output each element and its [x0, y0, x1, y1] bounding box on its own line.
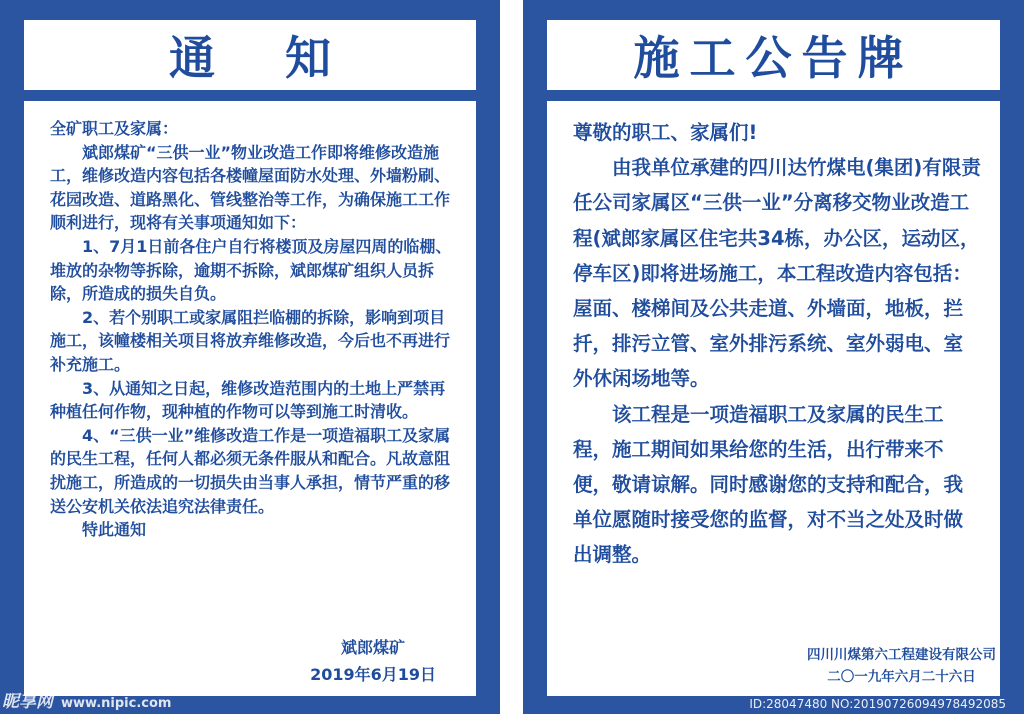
- notice-item-2: 2、若个别职工或家属阻拦临棚的拆除，影响到项目施工，该幢楼相关项目将放弃维修改造，今后也不再进行补充施工。: [50, 307, 451, 374]
- notice-signature: [310, 634, 436, 688]
- construction-salutation: 尊敬的职工、家属们!: [573, 121, 758, 144]
- construction-body: [547, 101, 1000, 696]
- watermark-brand: [2, 687, 171, 712]
- notice-body: [24, 101, 476, 696]
- notice-item-4: 4、“三供一业”维修改造工作是一项造福职工及家属的民生工程，任何人都必须无条件服从和配合。凡故意阻扰施工，所造成的一切损失由当事人承担，情节严重的移送公安机关依法追究法律责任。: [50, 425, 451, 516]
- construction-paragraph-2: 该工程是一项造福职工及家属的民生工程，施工期间如果给您的生活，出行带来不便，敬请谅解。同时感谢您的支持和配合，我单位愿随时接受您的监督，对不当之处及时做出调整。: [573, 402, 964, 567]
- construction-title-box: [547, 20, 1000, 90]
- watermark-site: www.nipic.com: [61, 696, 172, 711]
- watermark-id: ID:28047480 NO:20190726094978492085: [749, 697, 1006, 711]
- construction-signature-date: 二〇一九年六月二十六日: [827, 669, 976, 685]
- notice-item-3: 3、从通知之日起，维修改造范围内的土地上严禁再种植任何作物，现种植的作物可以等到施工时清收。: [50, 378, 446, 422]
- notice-board: [0, 0, 500, 714]
- construction-board: [523, 0, 1024, 714]
- construction-signature-org: 四川川煤第六工程建设有限公司: [807, 647, 996, 663]
- construction-signature: [807, 644, 996, 688]
- construction-title: 施工公告牌: [633, 31, 914, 85]
- watermark-brand-text: 昵享网: [2, 692, 53, 712]
- notice-item-1: 1、7月1日前各住户自行将楼顶及房屋四周的临棚、堆放的杂物等拆除，逾期不拆除，斌郎煤矿组织人员拆除，所造成的损失自负。: [50, 236, 452, 304]
- notice-signature-org: 斌郎煤矿: [341, 638, 406, 657]
- notice-closing: 特此通知: [82, 520, 147, 540]
- notice-salutation: 全矿职工及家属：: [50, 119, 179, 138]
- notice-title-box: [24, 20, 476, 90]
- notice-paragraph: 斌郎煤矿“三供一业”物业改造工作即将维修改造施工，维修改造内容包括各楼幢屋面防水处理、外墙粉刷、花园改造、道路黑化、管线整治等工作，为确保施工工作顺利进行，现将有关事项通知如下：: [50, 142, 451, 233]
- construction-paragraph-1: 由我单位承建的四川达竹煤电(集团)有限责任公司家属区“三供一业”分离移交物业改造工程(斌郎家属区住宅共34栋，办公区，运动区，停车区)即将进场施工，本工程改造内容包括：屋面、楼梯间及公共走道、外墙面，地板，拦扦，排污立管、室外排污系统、室外弱电、室外休闲场地等。: [573, 156, 981, 391]
- notice-signature-date: 2019年6月19日: [310, 665, 436, 684]
- notice-title: 通知: [169, 31, 401, 85]
